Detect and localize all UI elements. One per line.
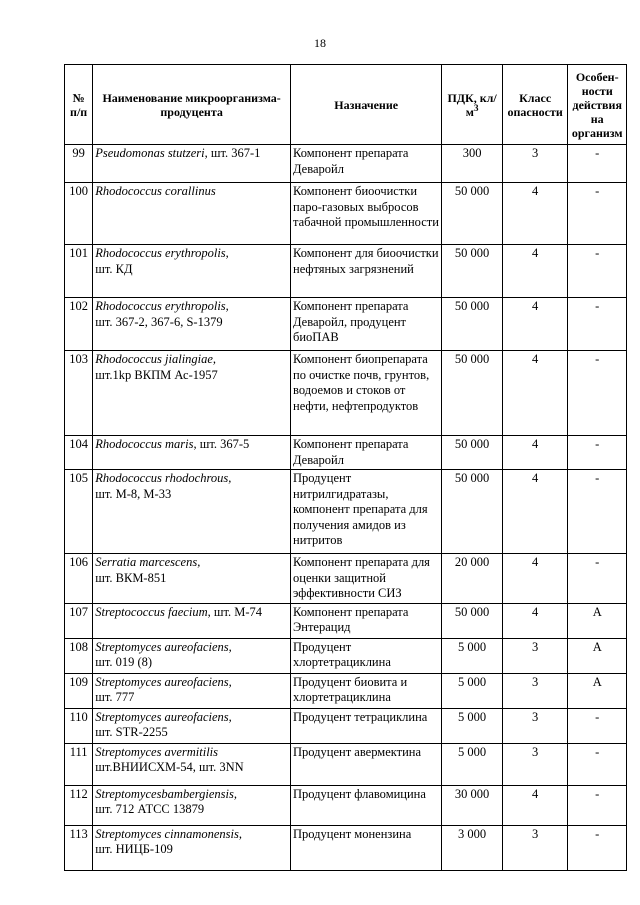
purpose: Компонент препарата Энтерацид xyxy=(291,603,442,638)
microorganism-name xyxy=(93,183,291,245)
header-purpose: Назначение xyxy=(291,65,442,145)
action-features: - xyxy=(568,351,627,436)
microorganism-name xyxy=(93,603,291,638)
hazard-class: 4 xyxy=(502,351,568,436)
action-features: - xyxy=(568,554,627,604)
action-features: - xyxy=(568,470,627,554)
table-row xyxy=(65,673,627,708)
strain-name: шт. 367-2, 367-6, S-1379 xyxy=(95,314,223,329)
table-row xyxy=(65,554,627,604)
species-name: Streptococcus faecium xyxy=(95,604,208,619)
strain-name: шт. НИЦБ-109 xyxy=(95,842,173,856)
strain-name: шт.ВНИИСХМ-54, шт. 3NN xyxy=(95,760,244,774)
hazard-class: 3 xyxy=(502,673,568,708)
row-number: 109 xyxy=(65,673,93,708)
purpose: Продуцент биовита и хлортетрациклина xyxy=(291,673,442,708)
strain-name: , шт. 367-5 xyxy=(193,437,250,451)
purpose: Продуцент флавомицина xyxy=(291,785,442,825)
strain-name: шт. КД xyxy=(95,261,133,276)
page-number: 18 xyxy=(314,36,326,50)
pdk-value: 50 000 xyxy=(442,351,503,436)
pdk-value: 5 000 xyxy=(442,708,503,743)
table-row xyxy=(65,638,627,673)
species-name: Streptomyces cinnamonensis, xyxy=(95,826,242,841)
pdk-value: 50 000 xyxy=(442,603,503,638)
hazard-class: 3 xyxy=(502,638,568,673)
pdk-value: 30 000 xyxy=(442,785,503,825)
action-features: А xyxy=(568,673,627,708)
header-no: № п/п xyxy=(65,65,93,145)
purpose: Продуцент хлортетрациклина xyxy=(291,638,442,673)
species-name: Streptomyces aureofaciens, xyxy=(95,709,232,724)
hazard-class: 4 xyxy=(502,245,568,298)
strain-name: шт.1kp ВКПМ Ас-1957 xyxy=(95,367,218,382)
purpose: Компонент препарата Деваройл xyxy=(291,145,442,183)
pdk-value: 5 000 xyxy=(442,673,503,708)
hazard-class: 4 xyxy=(502,603,568,638)
purpose: Компонент биопрепарата по очистке почв, грунтов, водоемов и стоков от нефти, нефтепродуктов xyxy=(291,351,442,436)
pdk-value: 50 000 xyxy=(442,470,503,554)
hazard-class: 3 xyxy=(502,708,568,743)
row-number: 103 xyxy=(65,351,93,436)
pdk-value: 5 000 xyxy=(442,638,503,673)
pdk-value: 50 000 xyxy=(442,298,503,351)
row-number: 107 xyxy=(65,603,93,638)
header-pdk-superscript: 3 xyxy=(473,102,479,113)
hazard-class: 3 xyxy=(502,743,568,785)
header-hazard-class: Класс опасности xyxy=(502,65,568,145)
purpose: Продуцент нитрилгидратазы, компонент препарата для получения амидов из нитритов xyxy=(291,470,442,554)
row-number: 100 xyxy=(65,183,93,245)
pdk-value: 50 000 xyxy=(442,436,503,470)
microorganism-name xyxy=(93,673,291,708)
species-name: Rhodococcus erythropolis, xyxy=(95,299,229,313)
row-number: 105 xyxy=(65,470,93,554)
table-row xyxy=(65,436,627,470)
species-name: Pseudomonas stutzeri xyxy=(95,146,205,160)
row-number: 112 xyxy=(65,785,93,825)
action-features: - xyxy=(568,298,627,351)
action-features: - xyxy=(568,145,627,183)
species-name: Streptomyces aureofaciens, xyxy=(95,674,232,689)
hazard-class: 3 xyxy=(502,145,568,183)
row-number: 110 xyxy=(65,708,93,743)
microorganism-table xyxy=(64,64,627,871)
table-header-row xyxy=(65,65,627,145)
strain-name: , шт. М-74 xyxy=(207,604,263,619)
species-name: Rhodococcus jialingiae, xyxy=(95,352,217,366)
species-name: Rhodococcus corallinus xyxy=(95,184,216,198)
action-features: А xyxy=(568,638,627,673)
microorganism-name xyxy=(93,436,291,470)
table-row xyxy=(65,470,627,554)
purpose: Продуцент монензина xyxy=(291,825,442,870)
species-name: Streptomycesbambergiensis, xyxy=(95,786,238,801)
pdk-value: 50 000 xyxy=(442,245,503,298)
microorganism-name xyxy=(93,743,291,785)
table-body xyxy=(65,145,627,871)
species-name: Serratia marcescens, xyxy=(95,555,201,569)
row-number: 102 xyxy=(65,298,93,351)
purpose: Компонент для биоочистки нефтяных загрязнений xyxy=(291,245,442,298)
row-number: 104 xyxy=(65,436,93,470)
strain-name: шт. ВКМ-851 xyxy=(95,570,167,585)
table-row xyxy=(65,708,627,743)
species-name: Streptomyces aureofaciens, xyxy=(95,639,232,654)
header-name: Наименование микроорганизма-продуцента xyxy=(93,65,291,145)
purpose: Продуцент тетрациклина xyxy=(291,708,442,743)
microorganism-name xyxy=(93,245,291,298)
header-features: Особен-ности действия на организм xyxy=(568,65,627,145)
table-row xyxy=(65,245,627,298)
microorganism-name xyxy=(93,351,291,436)
microorganism-name xyxy=(93,825,291,870)
row-number: 101 xyxy=(65,245,93,298)
strain-name: , шт. 367-1 xyxy=(204,146,261,160)
hazard-class: 4 xyxy=(502,436,568,470)
hazard-class: 3 xyxy=(502,825,568,870)
microorganism-name xyxy=(93,298,291,351)
microorganism-name xyxy=(93,708,291,743)
table-row xyxy=(65,298,627,351)
action-features: - xyxy=(568,785,627,825)
species-name: Rhodococcus rhodochrous, xyxy=(95,471,232,485)
hazard-class: 4 xyxy=(502,183,568,245)
microorganism-name xyxy=(93,554,291,604)
table-row xyxy=(65,183,627,245)
pdk-value: 20 000 xyxy=(442,554,503,604)
header-pdk xyxy=(442,65,503,145)
table-row xyxy=(65,351,627,436)
strain-name: шт. 712 АТСС 13879 xyxy=(95,802,205,816)
header-pdk-text: ПДК, кл/м xyxy=(447,90,497,119)
microorganism-name xyxy=(93,470,291,554)
species-name: Rhodococcus maris xyxy=(95,437,194,451)
row-number: 99 xyxy=(65,145,93,183)
microorganism-name xyxy=(93,638,291,673)
species-name: Rhodococcus erythropolis, xyxy=(95,246,229,260)
row-number: 111 xyxy=(65,743,93,785)
hazard-class: 4 xyxy=(502,785,568,825)
pdk-value: 300 xyxy=(442,145,503,183)
hazard-class: 4 xyxy=(502,470,568,554)
purpose: Продуцент авермектина xyxy=(291,743,442,785)
table-row xyxy=(65,743,627,785)
action-features: А xyxy=(568,603,627,638)
action-features: - xyxy=(568,183,627,245)
action-features: - xyxy=(568,825,627,870)
purpose: Компонент препарата для оценки защитной эффективности СИЗ xyxy=(291,554,442,604)
row-number: 108 xyxy=(65,638,93,673)
strain-name: шт. 019 (8) xyxy=(95,655,153,669)
pdk-value: 50 000 xyxy=(442,183,503,245)
table-row xyxy=(65,785,627,825)
action-features: - xyxy=(568,743,627,785)
action-features: - xyxy=(568,436,627,470)
purpose: Компонент препарата Деваройл, продуцент биоПАВ xyxy=(291,298,442,351)
table-row xyxy=(65,825,627,870)
microorganism-name xyxy=(93,785,291,825)
table-row xyxy=(65,145,627,183)
microorganism-name xyxy=(93,145,291,183)
pdk-value: 3 000 xyxy=(442,825,503,870)
strain-name: шт. 777 xyxy=(95,690,135,704)
hazard-class: 4 xyxy=(502,554,568,604)
species-name: Streptomyces avermitilis xyxy=(95,744,219,759)
strain-name: шт. STR-2255 xyxy=(95,725,168,739)
table-row xyxy=(65,603,627,638)
purpose: Компонент биоочистки паро-газовых выбросов табачной промышленности xyxy=(291,183,442,245)
row-number: 113 xyxy=(65,825,93,870)
action-features: - xyxy=(568,708,627,743)
action-features: - xyxy=(568,245,627,298)
row-number: 106 xyxy=(65,554,93,604)
pdk-value: 5 000 xyxy=(442,743,503,785)
strain-name: шт. М-8, М-33 xyxy=(95,486,172,501)
purpose: Компонент препарата Деваройл xyxy=(291,436,442,470)
hazard-class: 4 xyxy=(502,298,568,351)
